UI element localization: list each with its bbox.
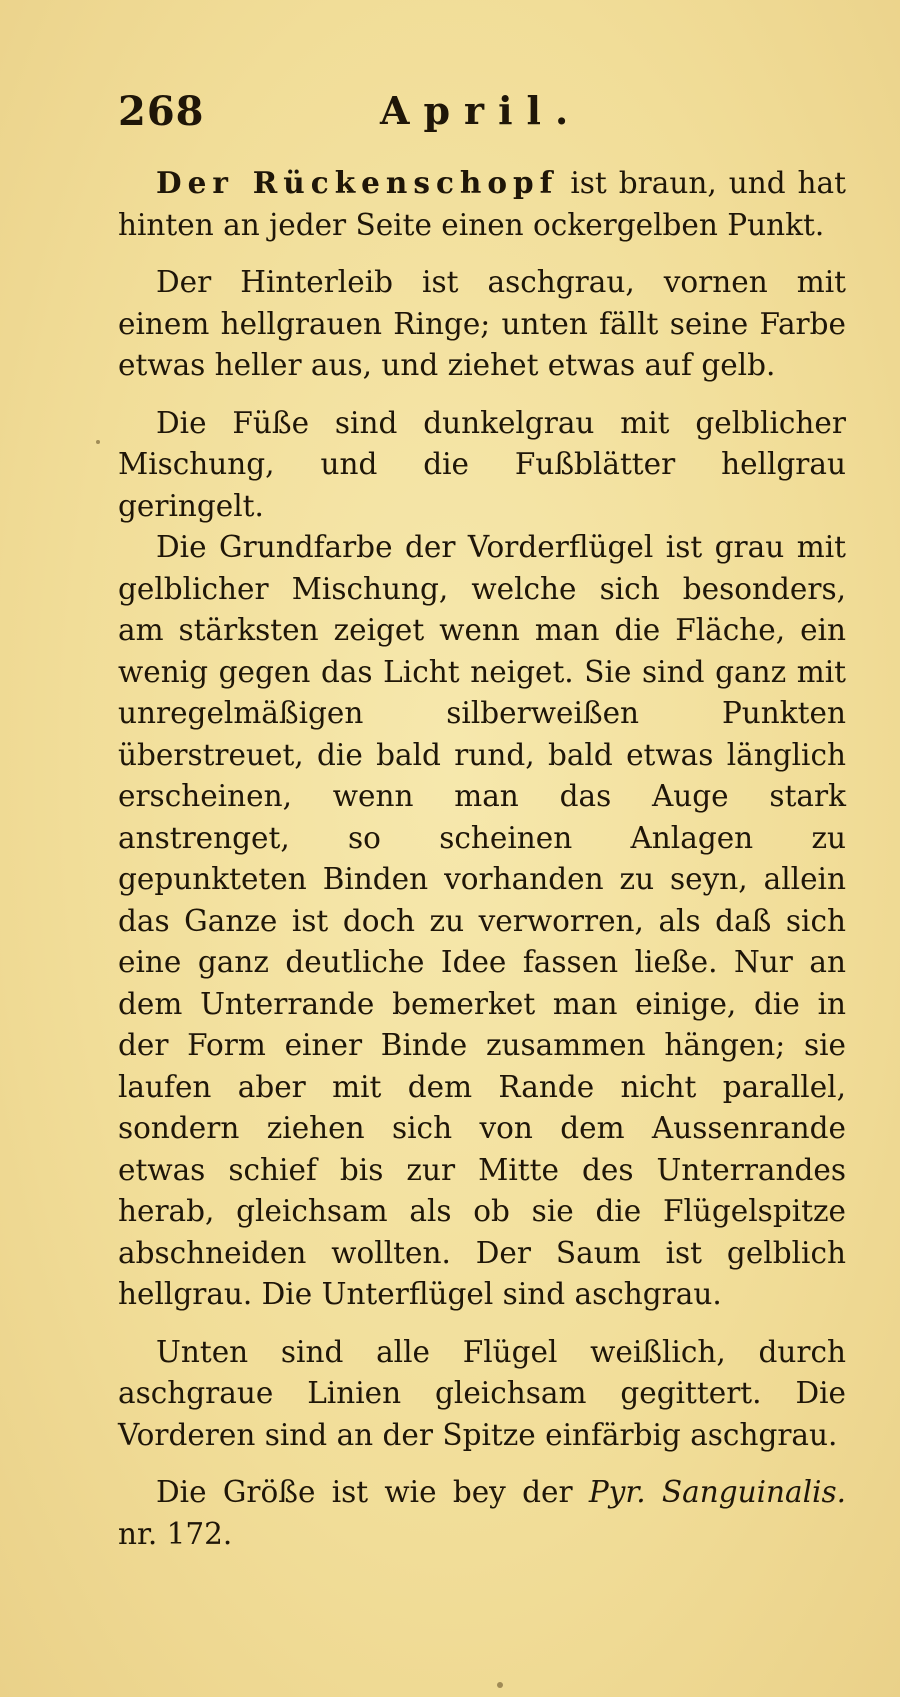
page-number: 268: [118, 88, 205, 135]
latin-species-name: Pyr. Sanguinalis.: [588, 1475, 846, 1509]
running-head: April.: [380, 88, 583, 133]
paragraph-fuesse: Die Füße sind dunkelgrau mit gelblicher Mischung, und die Fußblätter hellgrau geringelt.: [118, 405, 846, 523]
spaced-term: Der Rückenschopf: [156, 165, 559, 200]
page-header: [118, 88, 818, 138]
paragraph-text: ist braun, und hat hinten an jeder Seite einen ockergelben Punkt.: [118, 166, 846, 242]
body-text: [118, 162, 846, 1555]
paragraph-vorderfluegel: Die Grundfarbe der Vorderflügel ist grau mit gelblicher Mischung, welche sich besonders, am stärksten zeiget wenn man die Fläche, ein wenig gegen das Licht neiget. Sie sind ganz mit unregelmäßigen silberweißen Punkten überstreuet, die bald rund, bald etwas länglich erscheinen, wenn man das Auge stark anstrenget, so scheinen Anlagen zu gepunkteten Binden vorhanden zu seyn, allein das Ganze ist doch zu verworren, als daß sich eine ganz deutliche Idee fassen ließe. Nur an dem Unterrande bemerket man einige, die in der Form einer Binde zusammen hängen; sie laufen aber mit dem Rande nicht parallel, sondern ziehen sich von dem Aussenrande etwas schief bis zur Mitte des Unterrandes herab, gleichsam als ob sie die Flügelspitze abschneiden wollten. Der Saum ist gelblich hellgrau. Die Unterflügel sind aschgrau.: [118, 530, 846, 1311]
paragraph-unterseite: Unten sind alle Flügel weißlich, durch aschgraue Linien gleichsam gegittert. Die Vorderen sind an der Spitze einfärbig aschgrau.: [118, 1334, 846, 1452]
paragraph-rueckenschopf: [118, 162, 846, 246]
paragraph-hinterleib: Der Hinterleib ist aschgrau, vornen mit einem hellgrauen Ringe; unten fällt seine Farbe etwas heller aus, und ziehet etwas auf gelb.: [118, 265, 846, 382]
paper-speck: [497, 1682, 503, 1688]
paragraph-text: Die Größe ist wie bey der: [156, 1475, 589, 1509]
reference-number: nr. 172.: [118, 1516, 233, 1551]
paragraph-groesse: [118, 1472, 846, 1555]
paper-speck: [96, 440, 100, 444]
